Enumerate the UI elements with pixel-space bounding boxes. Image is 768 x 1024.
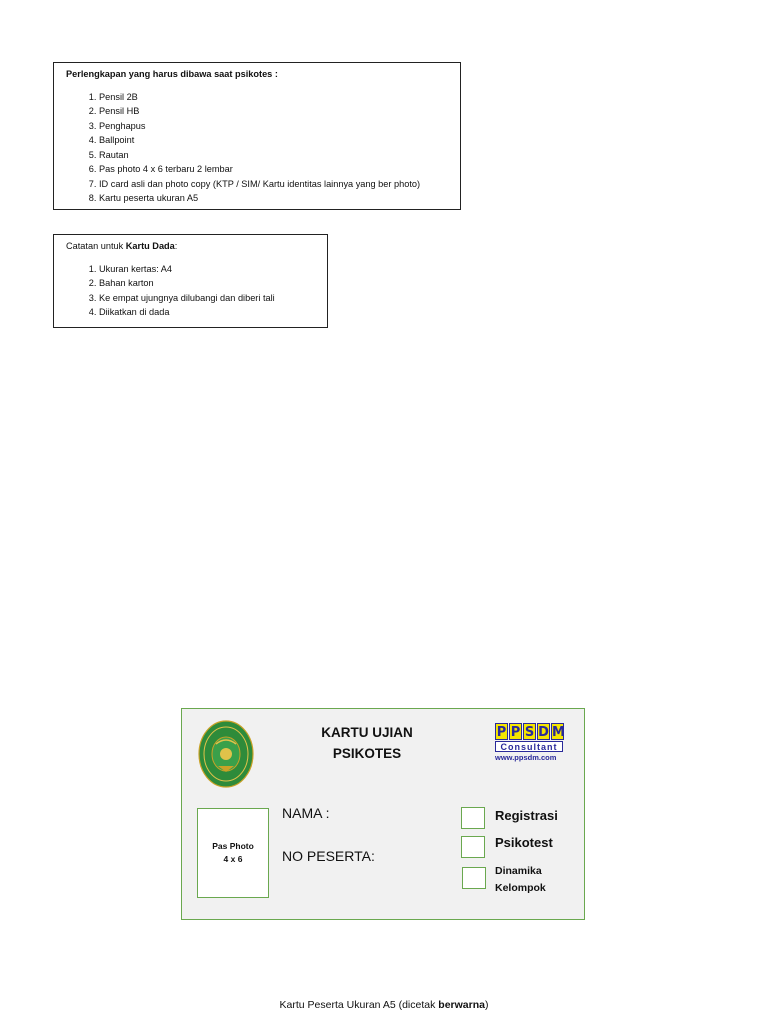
list-item: 3. Penghapus: [99, 119, 460, 134]
equipment-box: [53, 62, 461, 210]
equipment-list: [66, 90, 460, 206]
logo-subtitle: Consultant: [495, 741, 563, 752]
registration-checkbox[interactable]: [461, 807, 485, 829]
list-item: 4. Ballpoint: [99, 133, 460, 148]
list-item: 1. Ukuran kertas: A4: [99, 262, 327, 277]
equipment-title: Perlengkapan yang harus dibawa saat psikotes :: [66, 69, 278, 79]
notes-list: [66, 262, 327, 320]
list-item: 6. Pas photo 4 x 6 terbaru 2 lembar: [99, 162, 460, 177]
card-title: KARTU UJIAN PSIKOTES: [321, 725, 413, 761]
card-caption: Kartu Peserta Ukuran A5 (dicetak berwarna): [279, 999, 489, 1011]
list-item: 5. Rautan: [99, 148, 460, 163]
list-item: 1. Pensil 2B: [99, 90, 460, 105]
ppsdm-logo: [495, 723, 567, 762]
psikotest-checkbox[interactable]: [461, 836, 485, 858]
group-dynamics-label: Dinamika Kelompok: [495, 865, 546, 894]
list-item: 2. Bahan karton: [99, 276, 327, 291]
list-item: 8. Kartu peserta ukuran A5: [99, 191, 460, 206]
notes-title: Catatan untuk Kartu Dada:: [66, 241, 178, 251]
logo-letters: P P S D M: [496, 725, 565, 740]
list-item: 7. ID card asli dan photo copy (KTP / SIM/ Kartu identitas lainnya yang ber photo): [99, 177, 460, 192]
logo-url: www.ppsdm.com: [495, 753, 557, 762]
list-item: 4. Diikatkan di dada: [99, 305, 327, 320]
exam-card: [181, 708, 585, 920]
list-item: 3. Ke empat ujungnya dilubangi dan diberi tali: [99, 291, 327, 306]
registration-label: Registrasi: [495, 808, 558, 823]
photo-placeholder: Pas Photo 4 x 6: [197, 808, 269, 898]
name-label: NAMA :: [282, 805, 330, 821]
psikotest-label: Psikotest: [495, 835, 553, 850]
notes-box: [53, 234, 328, 328]
court-seal-icon: [198, 720, 254, 788]
participant-number-label: NO PESERTA:: [282, 848, 375, 864]
group-dynamics-checkbox[interactable]: [462, 867, 486, 889]
list-item: 2. Pensil HB: [99, 104, 460, 119]
